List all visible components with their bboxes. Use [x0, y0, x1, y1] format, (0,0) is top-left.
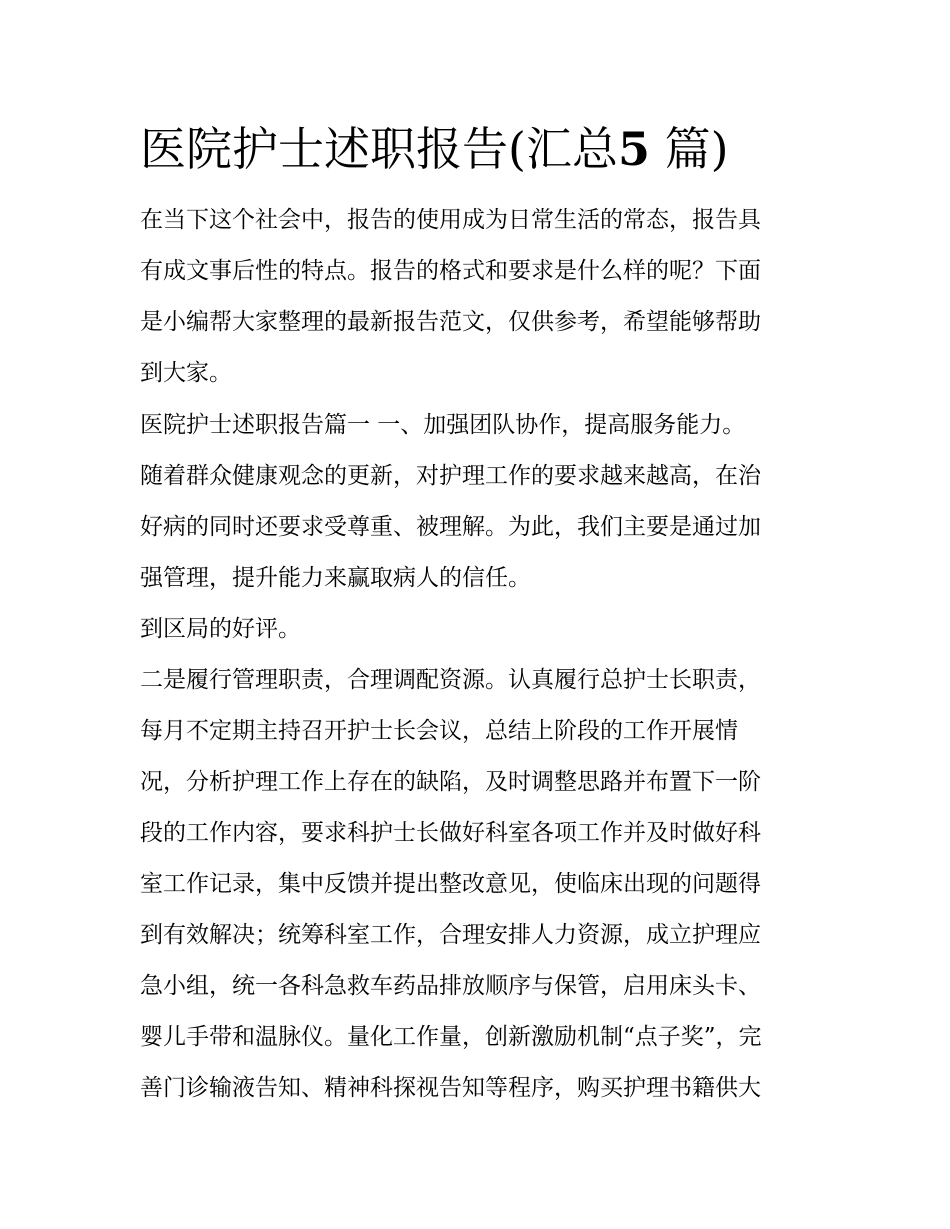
text-line: 二是履行管理职责，合理调配资源。认真履行总护士长职责， — [140, 667, 761, 693]
text-line: 况，分析护理工作上存在的缺陷，及时调整思路并布置下一阶 — [140, 769, 761, 795]
text-line: 随着群众健康观念的更新，对护理工作的要求越来越高，在治 — [140, 463, 761, 489]
text-line: 有成文事后性的特点。报告的格式和要求是什么样的呢？下面 — [140, 258, 761, 284]
text-line: 到大家。 — [140, 360, 232, 386]
document-title — [140, 118, 840, 180]
title-number: 5 — [617, 122, 650, 176]
text-line: 医院护士述职报告篇一 一、加强团队协作，提高服务能力。 — [140, 412, 746, 438]
text-line: 是小编帮大家整理的最新报告范文，仅供参考，希望能够帮助 — [140, 309, 761, 335]
text-line: 善门诊输液告知、精神科探视告知等程序，购买护理书籍供大 — [140, 1075, 761, 1101]
text-line: 急小组，统一各科急救车药品排放顺序与保管，启用床头卡、 — [140, 973, 761, 999]
title-suffix: 篇) — [664, 122, 729, 176]
text-line: 每月不定期主持召开护士长会议，总结上阶段的工作开展情 — [140, 718, 738, 744]
text-line: 段的工作内容，要求科护士长做好科室各项工作并及时做好科 — [140, 820, 761, 846]
text-line: 好病的同时还要求受尊重、被理解。为此，我们主要是通过加 — [140, 514, 761, 540]
title-prefix: 医院护士述职报告(汇总 — [140, 122, 618, 176]
text-line: 到有效解决；统筹科室工作，合理安排人力资源，成立护理应 — [140, 922, 761, 948]
text-line: 婴儿手带和温脉仪。量化工作量，创新激励机制“点子奖”，完 — [140, 1024, 762, 1050]
text-line: 到区局的好评。 — [140, 616, 301, 642]
text-line: 在当下这个社会中，报告的使用成为日常生活的常态，报告具 — [140, 207, 761, 233]
text-line: 强管理，提升能力来赢取病人的信任。 — [140, 565, 531, 591]
text-line: 室工作记录，集中反馈并提出整改意见，使临床出现的问题得 — [140, 871, 761, 897]
